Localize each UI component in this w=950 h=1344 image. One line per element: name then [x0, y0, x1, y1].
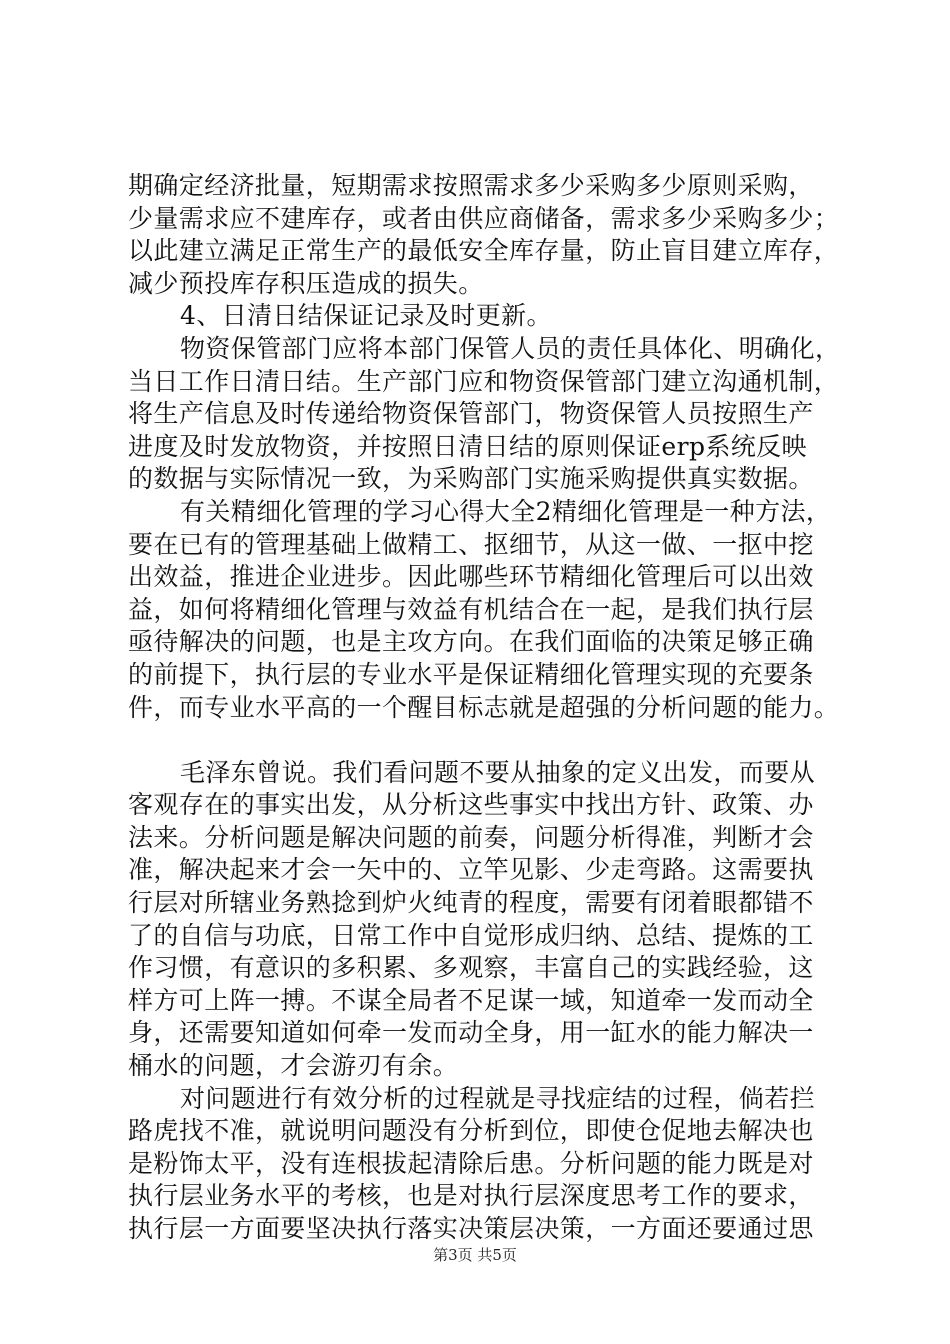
- text-line: 了的自信与功底，日常工作中自觉形成归纳、总结、提炼的工: [128, 920, 814, 950]
- text-line: 的数据与实际情况一致，为采购部门实施采购提供真实数据。: [128, 464, 814, 494]
- text-line: 益，如何将精细化管理与效益有机结合在一起，是我们执行层: [128, 594, 814, 624]
- text-line: 毛泽东曾说。我们看问题不要从抽象的定义出发，而要从: [180, 757, 816, 787]
- text-line: 准，解决起来才会一矢中的、立竿见影、少走弯路。这需要执: [128, 855, 814, 885]
- document-body: [128, 170, 842, 1246]
- text-line: 法来。分析问题是解决问题的前奏，问题分析得准，判断才会: [128, 822, 814, 852]
- text-line: 出效益，推进企业进步。因此哪些环节精细化管理后可以出效: [128, 562, 814, 592]
- text-line: 4、日清日结保证记录及时更新。: [180, 301, 552, 331]
- text-line: 亟待解决的问题，也是主攻方向。在我们面临的决策足够正确: [128, 627, 814, 657]
- paragraph-gap: [128, 724, 842, 757]
- text-line: 物资保管部门应将本部门保管人员的责任具体化、明确化，: [180, 333, 841, 363]
- text-line: 少量需求应不建库存，或者由供应商储备，需求多少采购多少；: [128, 203, 840, 233]
- text-line: 客观存在的事实出发，从分析这些事实中找出方针、政策、办: [128, 790, 814, 820]
- text-line: 有关精细化管理的学习心得大全2精细化管理是一种方法，: [180, 496, 832, 526]
- text-line: 桶水的问题，才会游刃有余。: [128, 1051, 459, 1081]
- text-line: 路虎找不准，就说明问题没有分析到位，即使仓促地去解决也: [128, 1116, 814, 1146]
- text-line: 当日工作日清日结。生产部门应和物资保管部门建立沟通机制，: [128, 366, 840, 396]
- text-line: 行层对所辖业务熟捻到炉火纯青的程度，需要有闭着眼都错不: [128, 888, 814, 918]
- text-line: 以此建立满足正常生产的最低安全库存量，防止盲目建立库存，: [128, 236, 840, 266]
- text-line: 件，而专业水平高的一个醒目标志就是超强的分析问题的能力。: [128, 692, 840, 722]
- text-line: 进度及时发放物资，并按照日清日结的原则保证erp系统反映: [128, 431, 807, 461]
- text-line: 对问题进行有效分析的过程就是寻找症结的过程，倘若拦: [180, 1083, 816, 1113]
- text-line: 执行层业务水平的考核，也是对执行层深度思考工作的要求，: [128, 1181, 814, 1211]
- text-line: 作习惯，有意识的多积累、多观察，丰富自己的实践经验，这: [128, 953, 814, 983]
- text-line: 减少预投库存积压造成的损失。: [128, 268, 484, 298]
- text-line: 身，还需要知道如何牵一发而动全身，用一缸水的能力解决一: [128, 1018, 814, 1048]
- text-line: 的前提下，执行层的专业水平是保证精细化管理实现的充要条: [128, 659, 814, 689]
- text-line: 要在已有的管理基础上做精工、抠细节，从这一做、一抠中挖: [128, 529, 814, 559]
- text-line: 是粉饰太平，没有连根拔起清除后患。分析问题的能力既是对: [128, 1148, 814, 1178]
- text-line: 样方可上阵一搏。不谋全局者不足谋一域，知道牵一发而动全: [128, 985, 814, 1015]
- text-line: 期确定经济批量，短期需求按照需求多少采购多少原则采购，: [128, 171, 814, 200]
- page-footer: 第3页 共5页: [433, 1246, 517, 1264]
- text-line: 将生产信息及时传递给物资保管部门，物资保管人员按照生产: [128, 399, 814, 429]
- text-line: 执行层一方面要坚决执行落实决策层决策，一方面还要通过思: [128, 1214, 814, 1243]
